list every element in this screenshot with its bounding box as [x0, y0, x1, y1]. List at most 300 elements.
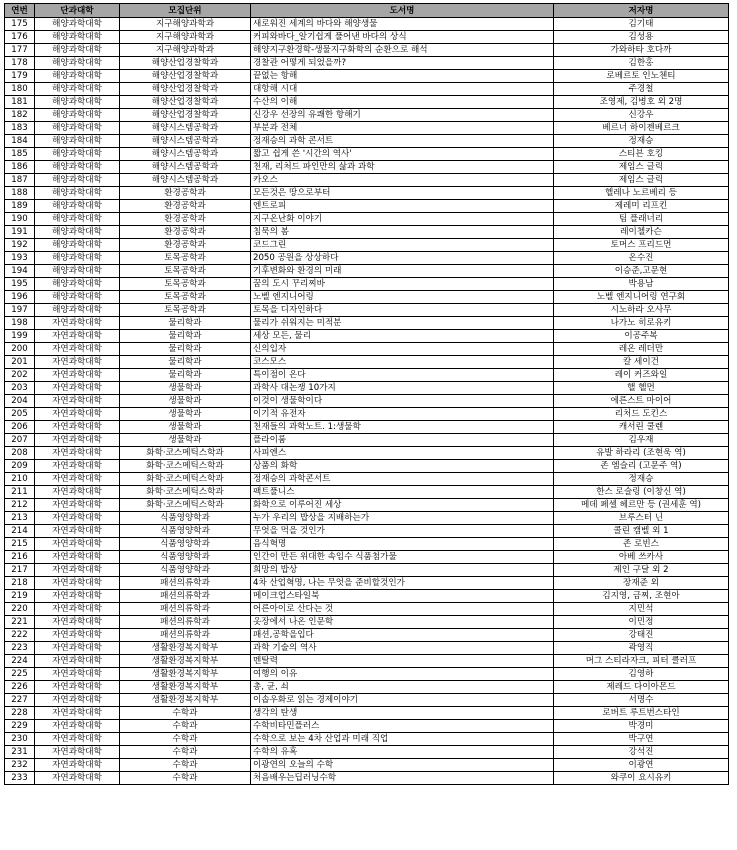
cell-number: 195	[5, 278, 35, 291]
cell-number: 216	[5, 551, 35, 564]
cell-number: 215	[5, 538, 35, 551]
cell-number: 199	[5, 330, 35, 343]
cell-number: 222	[5, 629, 35, 642]
cell-author: 레이첼카슨	[554, 226, 729, 239]
table-row	[5, 473, 729, 486]
table-row	[5, 551, 729, 564]
table-row	[5, 512, 729, 525]
cell-department: 환경공학과	[120, 226, 251, 239]
cell-number: 197	[5, 304, 35, 317]
cell-department: 지구해양과학과	[120, 31, 251, 44]
cell-author: 노벨 엔지니어링 연구회	[554, 291, 729, 304]
cell-department: 식품영양학과	[120, 538, 251, 551]
cell-college: 자연과학대학	[35, 473, 120, 486]
cell-department: 토목공학과	[120, 304, 251, 317]
table-row	[5, 746, 729, 759]
cell-book-title: 어른아이로 산다는 것	[251, 603, 554, 616]
cell-number: 207	[5, 434, 35, 447]
cell-college: 자연과학대학	[35, 460, 120, 473]
cell-author: 헬레나 노르베리 등	[554, 187, 729, 200]
cell-college: 자연과학대학	[35, 512, 120, 525]
cell-book-title: 세상 모든, 물리	[251, 330, 554, 343]
cell-author: 이공주복	[554, 330, 729, 343]
cell-author: 박용남	[554, 278, 729, 291]
cell-book-title: 코드그린	[251, 239, 554, 252]
table-row	[5, 525, 729, 538]
cell-department: 화학·코스메틱스학과	[120, 473, 251, 486]
cell-book-title: 카오스	[251, 174, 554, 187]
cell-college: 자연과학대학	[35, 447, 120, 460]
cell-number: 219	[5, 590, 35, 603]
cell-book-title: 화학으로 이루어진 세상	[251, 499, 554, 512]
cell-number: 190	[5, 213, 35, 226]
cell-department: 생물학과	[120, 408, 251, 421]
cell-department: 패션의류학과	[120, 629, 251, 642]
table-row	[5, 213, 729, 226]
cell-department: 해양산업경찰학과	[120, 96, 251, 109]
cell-book-title: 끝없는 항해	[251, 70, 554, 83]
table-body	[5, 18, 729, 785]
cell-department: 화학·코스메틱스학과	[120, 447, 251, 460]
table-row	[5, 70, 729, 83]
cell-department: 화학·코스메틱스학과	[120, 486, 251, 499]
cell-department: 생활환경복지학부	[120, 668, 251, 681]
cell-department: 해양산업경찰학과	[120, 70, 251, 83]
cell-book-title: 짧고 쉽게 쓴 '시간의 역사'	[251, 148, 554, 161]
header-number: 연번	[5, 4, 35, 18]
cell-college: 자연과학대학	[35, 642, 120, 655]
cell-department: 생물학과	[120, 382, 251, 395]
cell-book-title: 사피엔스	[251, 447, 554, 460]
cell-college: 자연과학대학	[35, 564, 120, 577]
table-row	[5, 616, 729, 629]
cell-author: 주경철	[554, 83, 729, 96]
cell-department: 식품영양학과	[120, 551, 251, 564]
cell-book-title: 대항해 시대	[251, 83, 554, 96]
table-row	[5, 772, 729, 785]
cell-department: 토목공학과	[120, 252, 251, 265]
cell-number: 194	[5, 265, 35, 278]
cell-book-title: 무엇을 먹을 것인가	[251, 525, 554, 538]
table-row	[5, 564, 729, 577]
cell-book-title: 신강우 선장의 유쾌한 항해기	[251, 109, 554, 122]
cell-college: 자연과학대학	[35, 551, 120, 564]
cell-college: 자연과학대학	[35, 772, 120, 785]
cell-college: 자연과학대학	[35, 356, 120, 369]
cell-book-title: 천재들의 과학노트. 1:생물학	[251, 421, 554, 434]
cell-department: 수학과	[120, 707, 251, 720]
cell-number: 193	[5, 252, 35, 265]
cell-author: 나가노 히로유키	[554, 317, 729, 330]
cell-college: 해양과학대학	[35, 252, 120, 265]
cell-book-title: 노벨 엔지니어링	[251, 291, 554, 304]
cell-college: 해양과학대학	[35, 226, 120, 239]
cell-book-title: 토목을 디자인하다	[251, 304, 554, 317]
table-row	[5, 304, 729, 317]
cell-department: 해양산업경찰학과	[120, 57, 251, 70]
cell-number: 229	[5, 720, 35, 733]
cell-department: 수학과	[120, 772, 251, 785]
cell-author: 레이 커즈와일	[554, 369, 729, 382]
cell-author: 김영하	[554, 668, 729, 681]
cell-department: 물리학과	[120, 330, 251, 343]
cell-author: 핼 헬먼	[554, 382, 729, 395]
cell-author: 이광연	[554, 759, 729, 772]
cell-book-title: 누가 우리의 밥상을 지배하는가	[251, 512, 554, 525]
cell-author: 레온 레더만	[554, 343, 729, 356]
cell-college: 해양과학대학	[35, 174, 120, 187]
cell-college: 자연과학대학	[35, 655, 120, 668]
cell-book-title: 침묵의 봄	[251, 226, 554, 239]
cell-book-title: 인간이 만든 위대한 속임수 식품첨가물	[251, 551, 554, 564]
cell-department: 해양시스템공학과	[120, 122, 251, 135]
table-row	[5, 226, 729, 239]
header-book-title: 도서명	[251, 4, 554, 18]
cell-number: 233	[5, 772, 35, 785]
cell-author: 김지영, 금찌, 조현아	[554, 590, 729, 603]
cell-number: 186	[5, 161, 35, 174]
cell-author: 베르너 하이젠베르크	[554, 122, 729, 135]
cell-number: 180	[5, 83, 35, 96]
cell-number: 228	[5, 707, 35, 720]
cell-department: 생물학과	[120, 434, 251, 447]
table-row	[5, 707, 729, 720]
cell-book-title: 여행의 이유	[251, 668, 554, 681]
cell-college: 자연과학대학	[35, 343, 120, 356]
cell-book-title: 총, 균, 쇠	[251, 681, 554, 694]
cell-number: 213	[5, 512, 35, 525]
cell-number: 206	[5, 421, 35, 434]
cell-college: 해양과학대학	[35, 213, 120, 226]
cell-book-title: 멘탈력	[251, 655, 554, 668]
table-row	[5, 629, 729, 642]
cell-department: 생활환경복지학부	[120, 642, 251, 655]
table-row	[5, 343, 729, 356]
cell-college: 자연과학대학	[35, 629, 120, 642]
table-row	[5, 369, 729, 382]
table-row	[5, 330, 729, 343]
table-row	[5, 291, 729, 304]
cell-department: 환경공학과	[120, 187, 251, 200]
table-row	[5, 278, 729, 291]
cell-book-title: 지구온난화 이야기	[251, 213, 554, 226]
cell-department: 해양시스템공학과	[120, 148, 251, 161]
cell-number: 227	[5, 694, 35, 707]
cell-book-title: 플라이룸	[251, 434, 554, 447]
cell-number: 209	[5, 460, 35, 473]
cell-author: 스티븐 호킹	[554, 148, 729, 161]
cell-number: 191	[5, 226, 35, 239]
cell-author: 정재승	[554, 135, 729, 148]
cell-college: 자연과학대학	[35, 330, 120, 343]
cell-number: 185	[5, 148, 35, 161]
cell-book-title: 꿈의 도시 꾸리찌바	[251, 278, 554, 291]
cell-author: 존 엠슬리 (고문주 역)	[554, 460, 729, 473]
cell-author: 에른스트 마이어	[554, 395, 729, 408]
cell-number: 232	[5, 759, 35, 772]
table-row	[5, 83, 729, 96]
cell-number: 205	[5, 408, 35, 421]
cell-author: 김기태	[554, 18, 729, 31]
cell-department: 환경공학과	[120, 200, 251, 213]
table-row	[5, 603, 729, 616]
cell-number: 226	[5, 681, 35, 694]
cell-number: 221	[5, 616, 35, 629]
cell-department: 수학과	[120, 746, 251, 759]
table-row	[5, 109, 729, 122]
cell-author: 유발 하라리 (조현욱 역)	[554, 447, 729, 460]
cell-book-title: 희망의 밥상	[251, 564, 554, 577]
table-row	[5, 200, 729, 213]
cell-author: 강석진	[554, 746, 729, 759]
cell-department: 화학·코스메틱스학과	[120, 499, 251, 512]
table-row	[5, 187, 729, 200]
cell-department: 화학·코스메틱스학과	[120, 460, 251, 473]
cell-department: 해양산업경찰학과	[120, 83, 251, 96]
cell-college: 자연과학대학	[35, 421, 120, 434]
cell-number: 231	[5, 746, 35, 759]
cell-number: 218	[5, 577, 35, 590]
cell-department: 패션의류학과	[120, 603, 251, 616]
cell-number: 187	[5, 174, 35, 187]
cell-department: 생활환경복지학부	[120, 681, 251, 694]
cell-author: 콜린 캠벨 외 1	[554, 525, 729, 538]
cell-number: 212	[5, 499, 35, 512]
cell-author: 박경미	[554, 720, 729, 733]
table-row	[5, 31, 729, 44]
cell-number: 223	[5, 642, 35, 655]
table-row	[5, 161, 729, 174]
cell-department: 지구해양과학과	[120, 44, 251, 57]
cell-author: 캐서린 쿨렌	[554, 421, 729, 434]
cell-college: 해양과학대학	[35, 239, 120, 252]
cell-author: 지민석	[554, 603, 729, 616]
table-row	[5, 720, 729, 733]
cell-number: 192	[5, 239, 35, 252]
table-row	[5, 57, 729, 70]
cell-author: 강태진	[554, 629, 729, 642]
table-row	[5, 421, 729, 434]
header-college: 단과대학	[35, 4, 120, 18]
table-row	[5, 96, 729, 109]
table-row	[5, 356, 729, 369]
cell-book-title: 과학사 대논쟁 10가지	[251, 382, 554, 395]
table-row	[5, 122, 729, 135]
header-row	[5, 4, 729, 18]
cell-author: 칼 세이건	[554, 356, 729, 369]
table-row	[5, 239, 729, 252]
cell-author: 이민정	[554, 616, 729, 629]
cell-college: 자연과학대학	[35, 759, 120, 772]
cell-college: 해양과학대학	[35, 161, 120, 174]
cell-number: 184	[5, 135, 35, 148]
cell-book-title: 해양지구환경학-생물지구화학의 순환으로 해석	[251, 44, 554, 57]
table-row	[5, 733, 729, 746]
cell-college: 해양과학대학	[35, 148, 120, 161]
table-row	[5, 265, 729, 278]
cell-department: 물리학과	[120, 343, 251, 356]
cell-department: 수학과	[120, 733, 251, 746]
cell-book-title: 부분과 전체	[251, 122, 554, 135]
cell-college: 자연과학대학	[35, 603, 120, 616]
cell-author: 곽영직	[554, 642, 729, 655]
table-row	[5, 135, 729, 148]
cell-department: 토목공학과	[120, 291, 251, 304]
cell-college: 자연과학대학	[35, 408, 120, 421]
cell-book-title: 수학으로 보는 4차 산업과 미래 직업	[251, 733, 554, 746]
cell-college: 자연과학대학	[35, 317, 120, 330]
cell-number: 179	[5, 70, 35, 83]
cell-book-title: 수학비타민플러스	[251, 720, 554, 733]
cell-author: 시노하라 오사무	[554, 304, 729, 317]
cell-college: 자연과학대학	[35, 707, 120, 720]
table-row	[5, 18, 729, 31]
cell-department: 토목공학과	[120, 278, 251, 291]
cell-author: 팀 플래너리	[554, 213, 729, 226]
cell-author: 한스 로슬링 (이창신 역)	[554, 486, 729, 499]
cell-college: 자연과학대학	[35, 668, 120, 681]
cell-book-title: 처음배우는딥러닝수학	[251, 772, 554, 785]
table-row	[5, 538, 729, 551]
table-row	[5, 460, 729, 473]
cell-college: 해양과학대학	[35, 31, 120, 44]
table-row	[5, 655, 729, 668]
cell-book-title: 상품의 화학	[251, 460, 554, 473]
table-row	[5, 668, 729, 681]
table-row	[5, 681, 729, 694]
table-row	[5, 252, 729, 265]
cell-college: 자연과학대학	[35, 525, 120, 538]
cell-college: 자연과학대학	[35, 577, 120, 590]
cell-number: 183	[5, 122, 35, 135]
cell-book-title: 신의입자	[251, 343, 554, 356]
cell-book-title: 음식혁명	[251, 538, 554, 551]
cell-college: 자연과학대학	[35, 395, 120, 408]
cell-book-title: 커피와바다_알기쉽게 풀어낸 바다의 상식	[251, 31, 554, 44]
cell-department: 식품영양학과	[120, 525, 251, 538]
cell-author: 토머스 프리드먼	[554, 239, 729, 252]
cell-department: 해양시스템공학과	[120, 161, 251, 174]
cell-college: 자연과학대학	[35, 434, 120, 447]
cell-department: 환경공학과	[120, 213, 251, 226]
cell-college: 자연과학대학	[35, 616, 120, 629]
cell-author: 김우재	[554, 434, 729, 447]
cell-college: 자연과학대학	[35, 694, 120, 707]
cell-number: 208	[5, 447, 35, 460]
cell-college: 해양과학대학	[35, 109, 120, 122]
cell-book-title: 경찰관 어떻게 되었을까?	[251, 57, 554, 70]
cell-book-title: 과학 기술의 역사	[251, 642, 554, 655]
cell-author: 온수진	[554, 252, 729, 265]
cell-author: 와쿠이 요시유키	[554, 772, 729, 785]
cell-author: 제인 구달 외 2	[554, 564, 729, 577]
cell-book-title: 이솝우화로 읽는 경제이야기	[251, 694, 554, 707]
cell-author: 로버트 루트번스타인	[554, 707, 729, 720]
cell-author: 장재준 외	[554, 577, 729, 590]
cell-number: 220	[5, 603, 35, 616]
cell-college: 해양과학대학	[35, 70, 120, 83]
cell-book-title: 패션,공학을입다	[251, 629, 554, 642]
cell-college: 자연과학대학	[35, 733, 120, 746]
table-row	[5, 44, 729, 57]
cell-college: 해양과학대학	[35, 265, 120, 278]
cell-number: 214	[5, 525, 35, 538]
cell-book-title: 수산의 이해	[251, 96, 554, 109]
cell-department: 물리학과	[120, 369, 251, 382]
cell-college: 자연과학대학	[35, 486, 120, 499]
cell-number: 177	[5, 44, 35, 57]
header-department: 모집단위	[120, 4, 251, 18]
cell-book-title: 생각의 탄생	[251, 707, 554, 720]
table-row	[5, 382, 729, 395]
cell-author: 메데 페셀 헤르만 등 (권세훈 역)	[554, 499, 729, 512]
cell-department: 식품영양학과	[120, 512, 251, 525]
cell-number: 224	[5, 655, 35, 668]
cell-number: 200	[5, 343, 35, 356]
cell-book-title: 기후변화와 환경의 미래	[251, 265, 554, 278]
cell-number: 196	[5, 291, 35, 304]
cell-department: 해양산업경찰학과	[120, 109, 251, 122]
cell-book-title: 정재승의 과학 콘서트	[251, 135, 554, 148]
cell-department: 수학과	[120, 720, 251, 733]
cell-college: 해양과학대학	[35, 200, 120, 213]
cell-department: 패션의류학과	[120, 616, 251, 629]
header-author: 저자명	[554, 4, 729, 18]
cell-book-title: 특이점이 온다	[251, 369, 554, 382]
table-row	[5, 434, 729, 447]
cell-number: 230	[5, 733, 35, 746]
cell-college: 자연과학대학	[35, 590, 120, 603]
cell-author: 존 로빈스	[554, 538, 729, 551]
cell-number: 211	[5, 486, 35, 499]
cell-college: 해양과학대학	[35, 278, 120, 291]
cell-college: 해양과학대학	[35, 304, 120, 317]
cell-number: 203	[5, 382, 35, 395]
cell-number: 198	[5, 317, 35, 330]
cell-book-title: 천재, 리처드 파인만의 삶과 과학	[251, 161, 554, 174]
cell-book-title: 모든것은 땅으로부터	[251, 187, 554, 200]
cell-book-title: 수학의 유혹	[251, 746, 554, 759]
cell-department: 생물학과	[120, 421, 251, 434]
cell-author: 정재승	[554, 473, 729, 486]
cell-department: 환경공학과	[120, 239, 251, 252]
cell-number: 189	[5, 200, 35, 213]
cell-college: 해양과학대학	[35, 96, 120, 109]
table-row	[5, 759, 729, 772]
cell-number: 188	[5, 187, 35, 200]
cell-number: 178	[5, 57, 35, 70]
cell-department: 패션의류학과	[120, 590, 251, 603]
cell-book-title: 새로워진 세계의 바다와 해양생물	[251, 18, 554, 31]
cell-author: 박구연	[554, 733, 729, 746]
cell-department: 토목공학과	[120, 265, 251, 278]
cell-college: 해양과학대학	[35, 57, 120, 70]
cell-college: 해양과학대학	[35, 291, 120, 304]
cell-author: 머그 스티라자크, 피터 클러프	[554, 655, 729, 668]
table-row	[5, 447, 729, 460]
table-row	[5, 408, 729, 421]
cell-book-title: 2050 공원을 상상하다	[251, 252, 554, 265]
cell-author: 김한홍	[554, 57, 729, 70]
cell-college: 해양과학대학	[35, 18, 120, 31]
cell-book-title: 물리가 쉬워지는 미적분	[251, 317, 554, 330]
cell-book-title: 옷장에서 나온 인문학	[251, 616, 554, 629]
cell-number: 181	[5, 96, 35, 109]
cell-author: 제레드 다이아몬드	[554, 681, 729, 694]
cell-book-title: 엔트로피	[251, 200, 554, 213]
cell-author: 제임스 글릭	[554, 174, 729, 187]
cell-author: 김성용	[554, 31, 729, 44]
